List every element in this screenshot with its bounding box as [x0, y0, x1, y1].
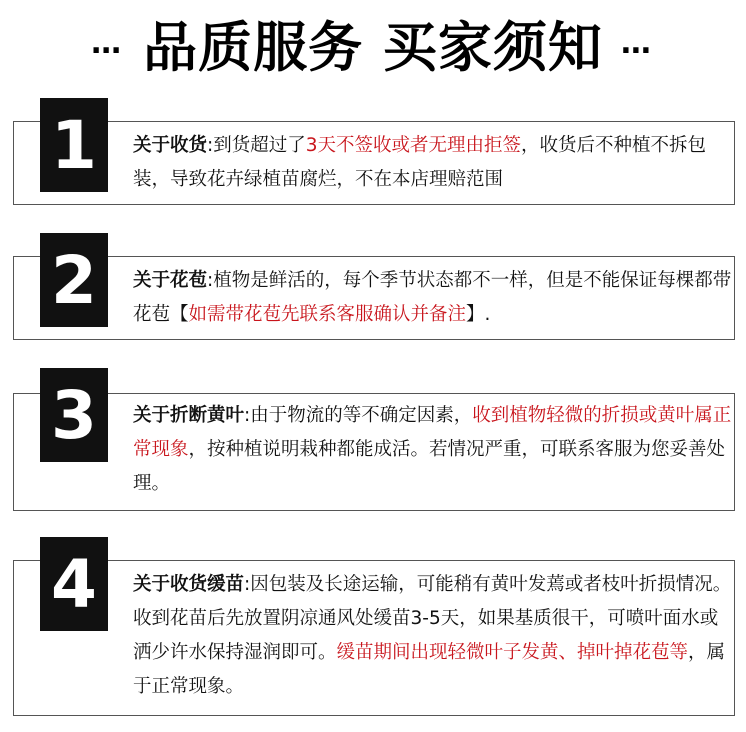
number-badge-1: 1 [40, 98, 108, 192]
notice-segment: :植物是鲜活的，每个季节状态都不一样，但是不能保证每棵都带花苞【 [133, 270, 732, 325]
notice-segment: ，按种植说明栽种都能成活。若情况严重，可联系客服为您妥善处理。 [133, 439, 726, 494]
header [0, 0, 746, 86]
notice-text-3 [133, 399, 732, 501]
notice-text-4 [133, 568, 732, 704]
notice-segment: ，收货后不种植不拆包装，导致花卉绿植苗腐烂，不在本店理赔范围 [133, 135, 707, 190]
number-badge-4: 4 [40, 537, 108, 631]
notice-highlight: 收到植物轻微的折损或黄叶属正常现象 [133, 405, 732, 460]
notice-label: 关于收货缓苗 [133, 574, 245, 595]
notice-label: 关于花苞 [133, 270, 208, 291]
notice-label: 关于折断黄叶 [133, 405, 245, 426]
notice-text-2 [133, 264, 732, 332]
page-title: 品质服务 买家须知 [143, 15, 603, 79]
notice-label: 关于收货 [133, 135, 208, 156]
number-badge-2: 2 [40, 233, 108, 327]
decorative-dots-left: … [91, 25, 126, 61]
notice-segment: ，属于正常现象。 [133, 642, 726, 697]
notice-segment: :因包装及长途运输，可能稍有黄叶发蔫或者枝叶折损情况。收到花苗后先放置阴凉通风处缓苗3-5天，如果基质很干，可喷叶面水或洒少许水保持湿润即可。 [133, 574, 732, 663]
number-badge-3: 3 [40, 368, 108, 462]
decorative-dots-right: … [620, 25, 655, 61]
notice-highlight: 3天不签收或者无理由拒签 [305, 135, 522, 156]
notice-text-1 [133, 129, 732, 197]
notice-segment: :到货超过了 [207, 135, 306, 156]
notice-highlight: 缓苗期间出现轻微叶子发黄、掉叶掉花苞等 [336, 642, 689, 663]
notice-highlight: 如需带花苞先联系客服确认并备注 [188, 304, 467, 325]
notice-segment: 】. [466, 304, 491, 325]
notice-segment: :由于物流的等不确定因素， [244, 405, 473, 426]
